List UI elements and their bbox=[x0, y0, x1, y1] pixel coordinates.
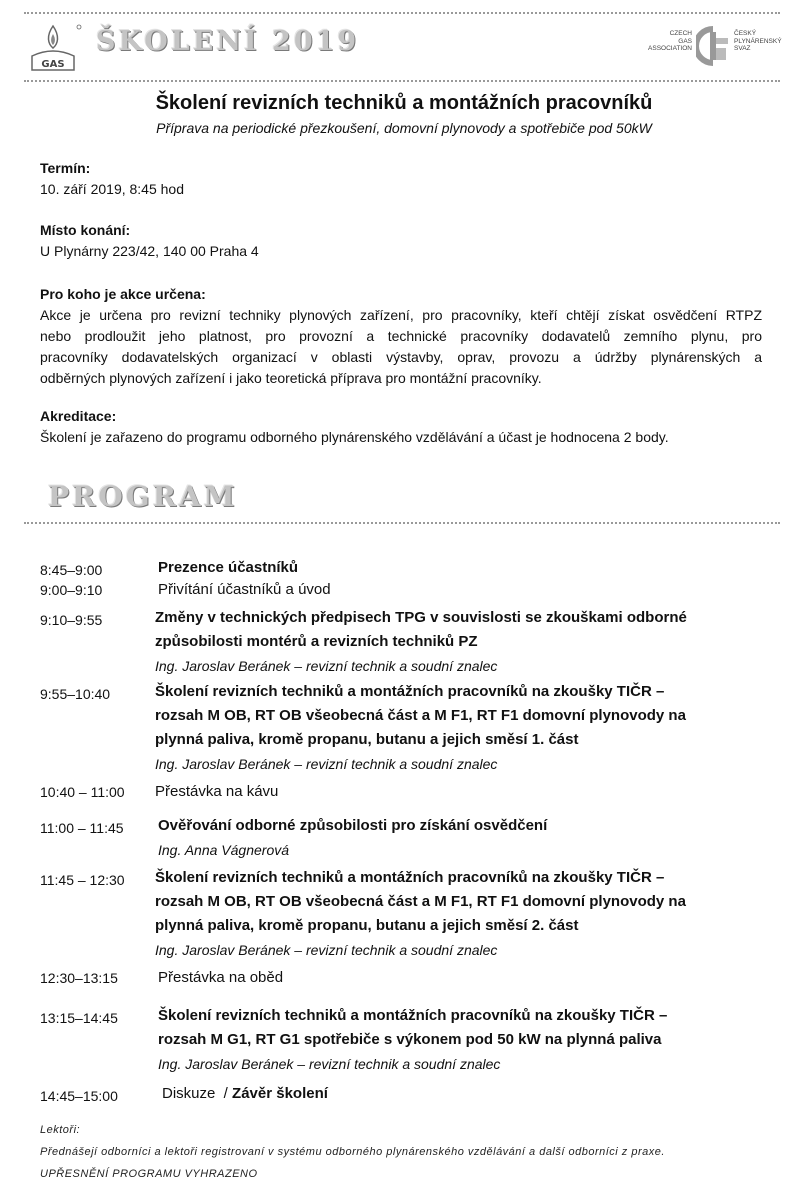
program-item-title: Přestávka na oběd bbox=[158, 969, 284, 986]
program-item bbox=[155, 866, 686, 962]
cgs-right-line: ČESKÝ bbox=[734, 30, 757, 37]
header-dotted-divider bbox=[24, 80, 780, 82]
program-time: 12:30–13:15 bbox=[40, 970, 118, 986]
misto-label: Místo konání: bbox=[40, 222, 131, 238]
top-dotted-divider bbox=[24, 12, 780, 14]
gas-logo-text: GAS bbox=[41, 59, 65, 70]
cgs-czech-name bbox=[734, 30, 786, 53]
cgs-mark-icon bbox=[696, 26, 730, 66]
program-time: 14:45–15:00 bbox=[40, 1088, 118, 1104]
program-time: 11:00 – 11:45 bbox=[40, 820, 124, 836]
program-time: 9:55–10:40 bbox=[40, 686, 111, 702]
cgs-english-name bbox=[640, 30, 692, 53]
program-item-line: Školení revizních techniků a montážních pracovníků na zkoušky TIČR – bbox=[155, 869, 665, 886]
pro-koho-line: Akce je určena pro revizní techniky plynových zařízení, pro pracovníky, kteří chtějí získat osvědčení RTPZ bbox=[40, 307, 762, 323]
program-item bbox=[158, 814, 547, 862]
program-lecturer: Ing. Jaroslav Beránek – revizní technik a soudní znalec bbox=[155, 942, 498, 958]
program-item-line: rozsah M OB, RT OB všeobecná část a M F1, RT F1 domovní plynovody na bbox=[155, 893, 686, 910]
program-dotted-divider bbox=[24, 522, 780, 524]
program-item bbox=[155, 606, 687, 678]
akreditace-value: Školení je zařazeno do programu odborného plynárenského vzdělávání a účast je hodnocena 2 body. bbox=[40, 429, 669, 445]
program-item bbox=[162, 1082, 328, 1106]
program-item-normal: Diskuze / bbox=[162, 1085, 233, 1102]
gas-logo bbox=[24, 22, 82, 74]
footer-lectors-label: Lektoři: bbox=[40, 1124, 81, 1136]
page-subtitle: Příprava na periodické přezkoušení, domovní plynovody a spotřebiče pod 50kW bbox=[156, 120, 652, 136]
program-item-line: Změny v technických předpisech TPG v souvislosti se zkouškami odborné bbox=[155, 609, 687, 626]
program-title: PROGRAM bbox=[48, 480, 238, 513]
misto-value: U Plynárny 223/42, 140 00 Praha 4 bbox=[40, 243, 259, 259]
termin-label: Termín: bbox=[40, 160, 91, 176]
cgs-logo bbox=[640, 24, 788, 76]
program-item-line: rozsah M OB, RT OB všeobecná část a M F1, RT F1 domovní plynovody na bbox=[155, 707, 686, 724]
program-item-line: plynná paliva, kromě propanu, butanu a jejich směsí 1. část bbox=[155, 731, 579, 748]
program-item-bold: Závěr školení bbox=[232, 1085, 328, 1102]
program-lecturer: Ing. Jaroslav Beránek – revizní technik a soudní znalec bbox=[158, 1056, 501, 1072]
pro-koho-line: odběrných plynových zařízení i jako teoretická příprava pro montážní pracovníky. bbox=[40, 370, 542, 386]
program-item-line: Školení revizních techniků a montážních pracovníků na zkoušky TIČR – bbox=[158, 1007, 668, 1024]
program-item bbox=[158, 1004, 667, 1076]
program-time: 9:10–9:55 bbox=[40, 612, 103, 628]
pro-koho-line: nebo prodloužit jeho platnost, pro provozní a technické pracovníky dodavatelů zemního plynu, pro bbox=[40, 328, 762, 344]
program-lecturer: Ing. Jaroslav Beránek – revizní technik a soudní znalec bbox=[155, 658, 498, 674]
cgs-left-line: GAS bbox=[678, 37, 692, 45]
cgs-right-line: SVAZ bbox=[734, 45, 751, 52]
pro-koho-section bbox=[40, 284, 762, 389]
misto-section bbox=[40, 220, 762, 262]
program-time: 9:00–9:10 bbox=[40, 582, 103, 598]
program-item-title: Přestávka na kávu bbox=[155, 783, 279, 800]
program-lecturer: Ing. Anna Vágnerová bbox=[158, 842, 290, 858]
termin-section bbox=[40, 158, 762, 200]
program-item-title: Přivítání účastníků a úvod bbox=[158, 581, 331, 598]
akreditace-section bbox=[40, 406, 762, 448]
termin-value: 10. září 2019, 8:45 hod bbox=[40, 181, 184, 197]
program-item-line: Ověřování odborné způsobilosti pro získání osvědčení bbox=[158, 817, 548, 834]
program-time: 11:45 – 12:30 bbox=[40, 872, 125, 888]
page-title: Školení revizních techniků a montážních pracovníků bbox=[155, 92, 653, 114]
program-time: 10:40 – 11:00 bbox=[40, 784, 125, 800]
program-item bbox=[155, 680, 686, 776]
program-item-title: Prezence účastníků bbox=[158, 559, 299, 576]
cgs-right-line: PLYNÁRENSKÝ bbox=[734, 37, 782, 45]
cgs-left-line: CZECH bbox=[669, 30, 692, 37]
akreditace-label: Akreditace: bbox=[40, 408, 117, 424]
program-item-line: plynná paliva, kromě propanu, butanu a jejich směsí 2. část bbox=[155, 917, 579, 934]
program-time: 8:45–9:00 bbox=[40, 562, 103, 578]
footer-note: UPŘESNĚNÍ PROGRAMU VYHRAZENO bbox=[40, 1168, 258, 1180]
program-item-line: Školení revizních techniků a montážních pracovníků na zkoušky TIČR – bbox=[155, 683, 665, 700]
footer-lectors-text: Přednášejí odborníci a lektoři registrovaní v systému odborného plynárenského vzdělávání a další odborníci z praxe. bbox=[40, 1146, 665, 1158]
pro-koho-label: Pro koho je akce určena: bbox=[40, 286, 206, 302]
program-item-line: rozsah M G1, RT G1 spotřebiče s výkonem pod 50 kW na plynná paliva bbox=[158, 1031, 662, 1048]
program-lecturer: Ing. Jaroslav Beránek – revizní technik a soudní znalec bbox=[155, 756, 498, 772]
header-title: ŠKOLENÍ 2019 bbox=[96, 26, 360, 57]
cgs-left-line: ASSOCIATION bbox=[648, 45, 692, 52]
program-item-line: způsobilosti montérů a revizních techniků PZ bbox=[155, 633, 478, 650]
program-time: 13:15–14:45 bbox=[40, 1010, 118, 1026]
pro-koho-line: pracovníky dodavatelských organizací v oblasti výstavby, oprav, provozu a údržby plynárenských a bbox=[40, 349, 762, 365]
